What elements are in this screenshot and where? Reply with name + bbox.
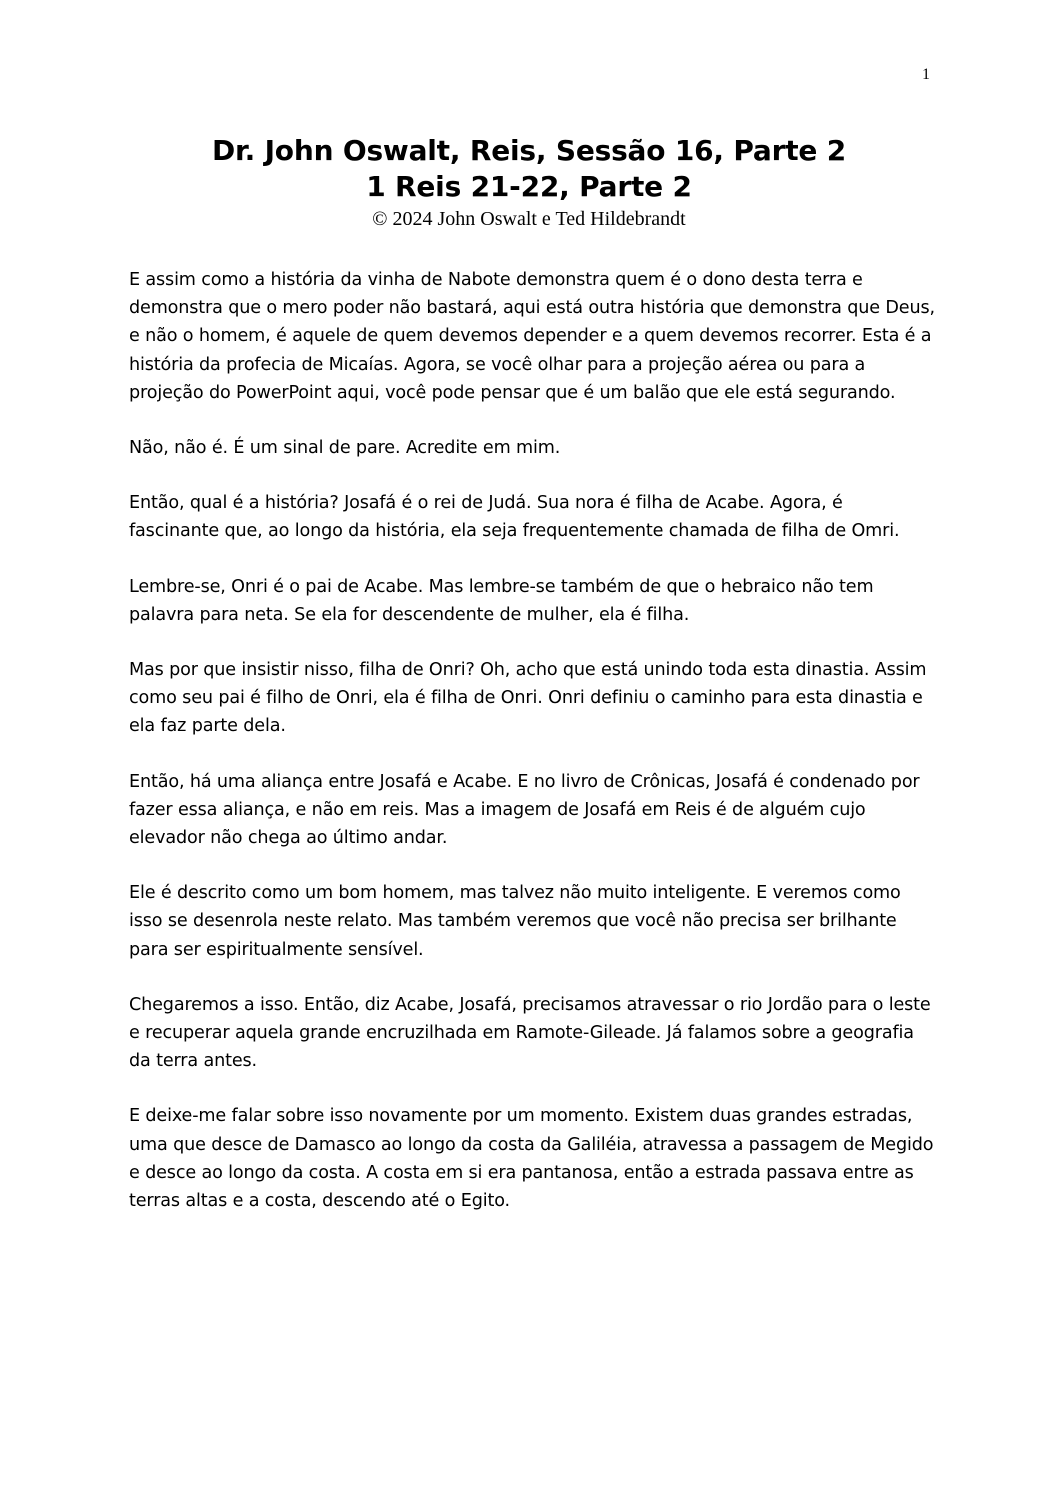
document-title-line-1: Dr. John Oswalt, Reis, Sessão 16, Parte 2 — [211, 134, 847, 167]
paragraph: Então, há uma aliança entre Josafá e Acabe. E no livro de Crônicas, Josafá é condenado por fazer essa aliança, e não em reis. Mas a imagem de Josafá em Reis é de alguém cujo elevador não chega ao último andar. — [129, 771, 920, 849]
page-number: 1 — [922, 66, 930, 83]
document-title-line-2: 1 Reis 21-22, Parte 2 — [366, 170, 692, 203]
document-body — [129, 266, 937, 1242]
paragraph: Ele é descrito como um bom homem, mas talvez não muito inteligente. E veremos como isso se desenrola neste relato. Mas também veremos que você não precisa ser brilhante para ser espiritualmente sensível. — [129, 883, 901, 960]
paragraph: Então, qual é a história? Josafá é o rei de Judá. Sua nora é filha de Acabe. Agora, é fascinante que, ao longo da história, ela seja frequentemente chamada de filha de Omri. — [129, 493, 900, 542]
paragraph: E deixe-me falar sobre isso novamente por um momento. Existem duas grandes estradas, uma que desce de Damasco ao longo da costa da Galiléia, atravessa a passagem de Megido e desce ao longo da costa. A costa em si era pantanosa, então a estrada passava entre as terras altas e a costa, descendo até o Egito. — [129, 1106, 934, 1212]
paragraph: Lembre-se, Onri é o pai de Acabe. Mas lembre-se também de que o hebraico não tem palavra para neta. Se ela for descendente de mulher, ela é filha. — [129, 576, 874, 625]
document-header — [0, 133, 1058, 231]
copyright-notice: © 2024 John Oswalt e Ted Hildebrandt — [372, 208, 686, 230]
paragraph: Mas por que insistir nisso, filha de Onri? Oh, acho que está unindo toda esta dinastia. Assim como seu pai é filho de Onri, ela é filha de Onri. Onri definiu o caminho para esta dinastia e ela faz parte dela. — [129, 660, 927, 737]
paragraph: Não, não é. É um sinal de pare. Acredite em mim. — [129, 438, 561, 459]
paragraph: Chegaremos a isso. Então, diz Acabe, Josafá, precisamos atravessar o rio Jordão para o leste e recuperar aquela grande encruzilhada em Ramote-Gileade. Já falamos sobre a geografia da terra antes. — [129, 994, 931, 1072]
paragraph: E assim como a história da vinha de Nabote demonstra quem é o dono desta terra e demonstra que o mero poder não bastará, aqui está outra história que demonstra que Deus, e não o homem, é aquele de quem devemos depender e a quem devemos recorrer. Esta é a história da profecia de Micaías. Agora, se você olhar para a projeção aérea ou para a projeção do PowerPoint aqui, você pode pensar que é um balão que ele está segurando. — [129, 270, 935, 403]
